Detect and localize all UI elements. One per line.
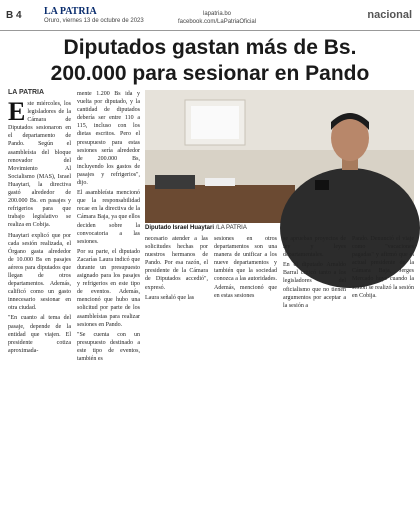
paragraph: "Se cuenta con un presupuesto destinado a este tipo de eventos, también es bbox=[77, 331, 140, 362]
paragraph: Huaytari explicó que por cada sesión realizada, el Órgano gasta alrededor de 10.000 Bs en pasajes aéreos para diputados que llegan de otros departamentos. Además, calificó como un gasto innecesario sesionar en otra ciudad. bbox=[8, 232, 71, 312]
paragraph: En el diputado Arnaldo Barral criticó tanto a los legisladores del oficialismo que no tienen argumentos por aceptar a la sesión a bbox=[283, 262, 346, 309]
page-number: B 4 bbox=[6, 10, 22, 21]
paragraph: mente 1.200 Bs ida y vuelta por diputado, y la cantidad de diputados debería ser entre 110 a 115, incluso con los dietas escritos. Pero el presupuesto para estas sesiones sería alrededor de 200.000 Bs, incluyendo los gastos de pasajes y refrigerios", dijo. bbox=[77, 91, 140, 187]
article-column-2 bbox=[77, 90, 140, 362]
headline-line-2: 200.000 para sesionar en Pando bbox=[50, 62, 370, 85]
contact-info bbox=[178, 10, 256, 26]
dateline: Oruro, viernes 13 de octubre de 2023 bbox=[44, 18, 144, 24]
paragraph: necesario atender a las solicitudes hechas por nuestros hermanos de Pando. Por esa razón, el presidente de la Cámara de Diputados accedió", expresó. bbox=[145, 236, 208, 291]
paragraph: sesiones en otros departamentos son una manera de unificar a los nueve departamentos y también que la sociedad conozca a las autoridades. Además, mencionó que en estas sesiones bbox=[214, 236, 277, 299]
newspaper-logo: LA PATRIA bbox=[44, 6, 97, 17]
caption-name: Diputado Israel Huaytari bbox=[145, 225, 215, 231]
article-photo bbox=[145, 90, 414, 223]
article-column-3 bbox=[145, 235, 208, 301]
article-headline bbox=[0, 35, 420, 87]
paragraph-text: ste miércoles, los legisladores de la Cámara de Diputados sesionaron en el departamento de Pando. Según el asambleísta del bloque renovador del Movimiento Al Socialismo (MAS), Israel Huaytari, la directiva gastó alrededor de 200.000 Bs. en pasajes y refrigerios para que trabajo legislativo se realiza en Cobija. bbox=[8, 101, 71, 229]
paragraph: Por su parte, el diputado Zacarías Laura indicó que durante un presupuesto asignado para los pasajes y refrigerios en este tipo de eventos. Además, mencionó que hubo una solicitud por parte de los asambleístas para realizar sesiones en Pando. bbox=[77, 248, 140, 328]
photo-caption bbox=[145, 225, 247, 231]
article-column-6 bbox=[352, 235, 414, 299]
article-byline: LA PATRIA bbox=[8, 89, 45, 96]
paragraph: El asambleísta mencionó que la responsabilidad recae en la directiva de la Cámara Baja, ya que ellos deciden sobre la convocatoria a las sesiones. bbox=[77, 190, 140, 245]
article-column-5 bbox=[283, 235, 346, 309]
paragraph: "En cuanto al tema del pasaje, depende de la entidad que viajen. El presidente cotiza aproximada- bbox=[8, 315, 71, 354]
drop-cap: E bbox=[8, 97, 26, 126]
contact-facebook: facebook.com/LaPatriaOficial bbox=[178, 19, 257, 25]
paragraph: se aprueban proyectos de ley y leyes departamentales. bbox=[283, 236, 346, 259]
page-header bbox=[0, 0, 420, 31]
paragraph: Pando. Denunció el viaje como "vacaciones pagadas" y afirmó que el actual presidente de la Cámara Baja, Jerges Mercado huye cuando la sesión se realizó la sesión en Cobija. bbox=[352, 236, 414, 299]
contact-website: lapatria.bo bbox=[203, 11, 232, 17]
caption-source: /LA PATRIA bbox=[215, 225, 247, 231]
article-column-4 bbox=[214, 235, 277, 299]
headline-line-1: Diputados gastan más de Bs. bbox=[63, 36, 357, 59]
section-label: nacional bbox=[367, 9, 412, 21]
paragraph: Laura señaló que las bbox=[145, 294, 195, 301]
article-column-1 bbox=[8, 97, 71, 354]
photo-illustration bbox=[145, 90, 414, 223]
paragraph bbox=[8, 97, 71, 230]
